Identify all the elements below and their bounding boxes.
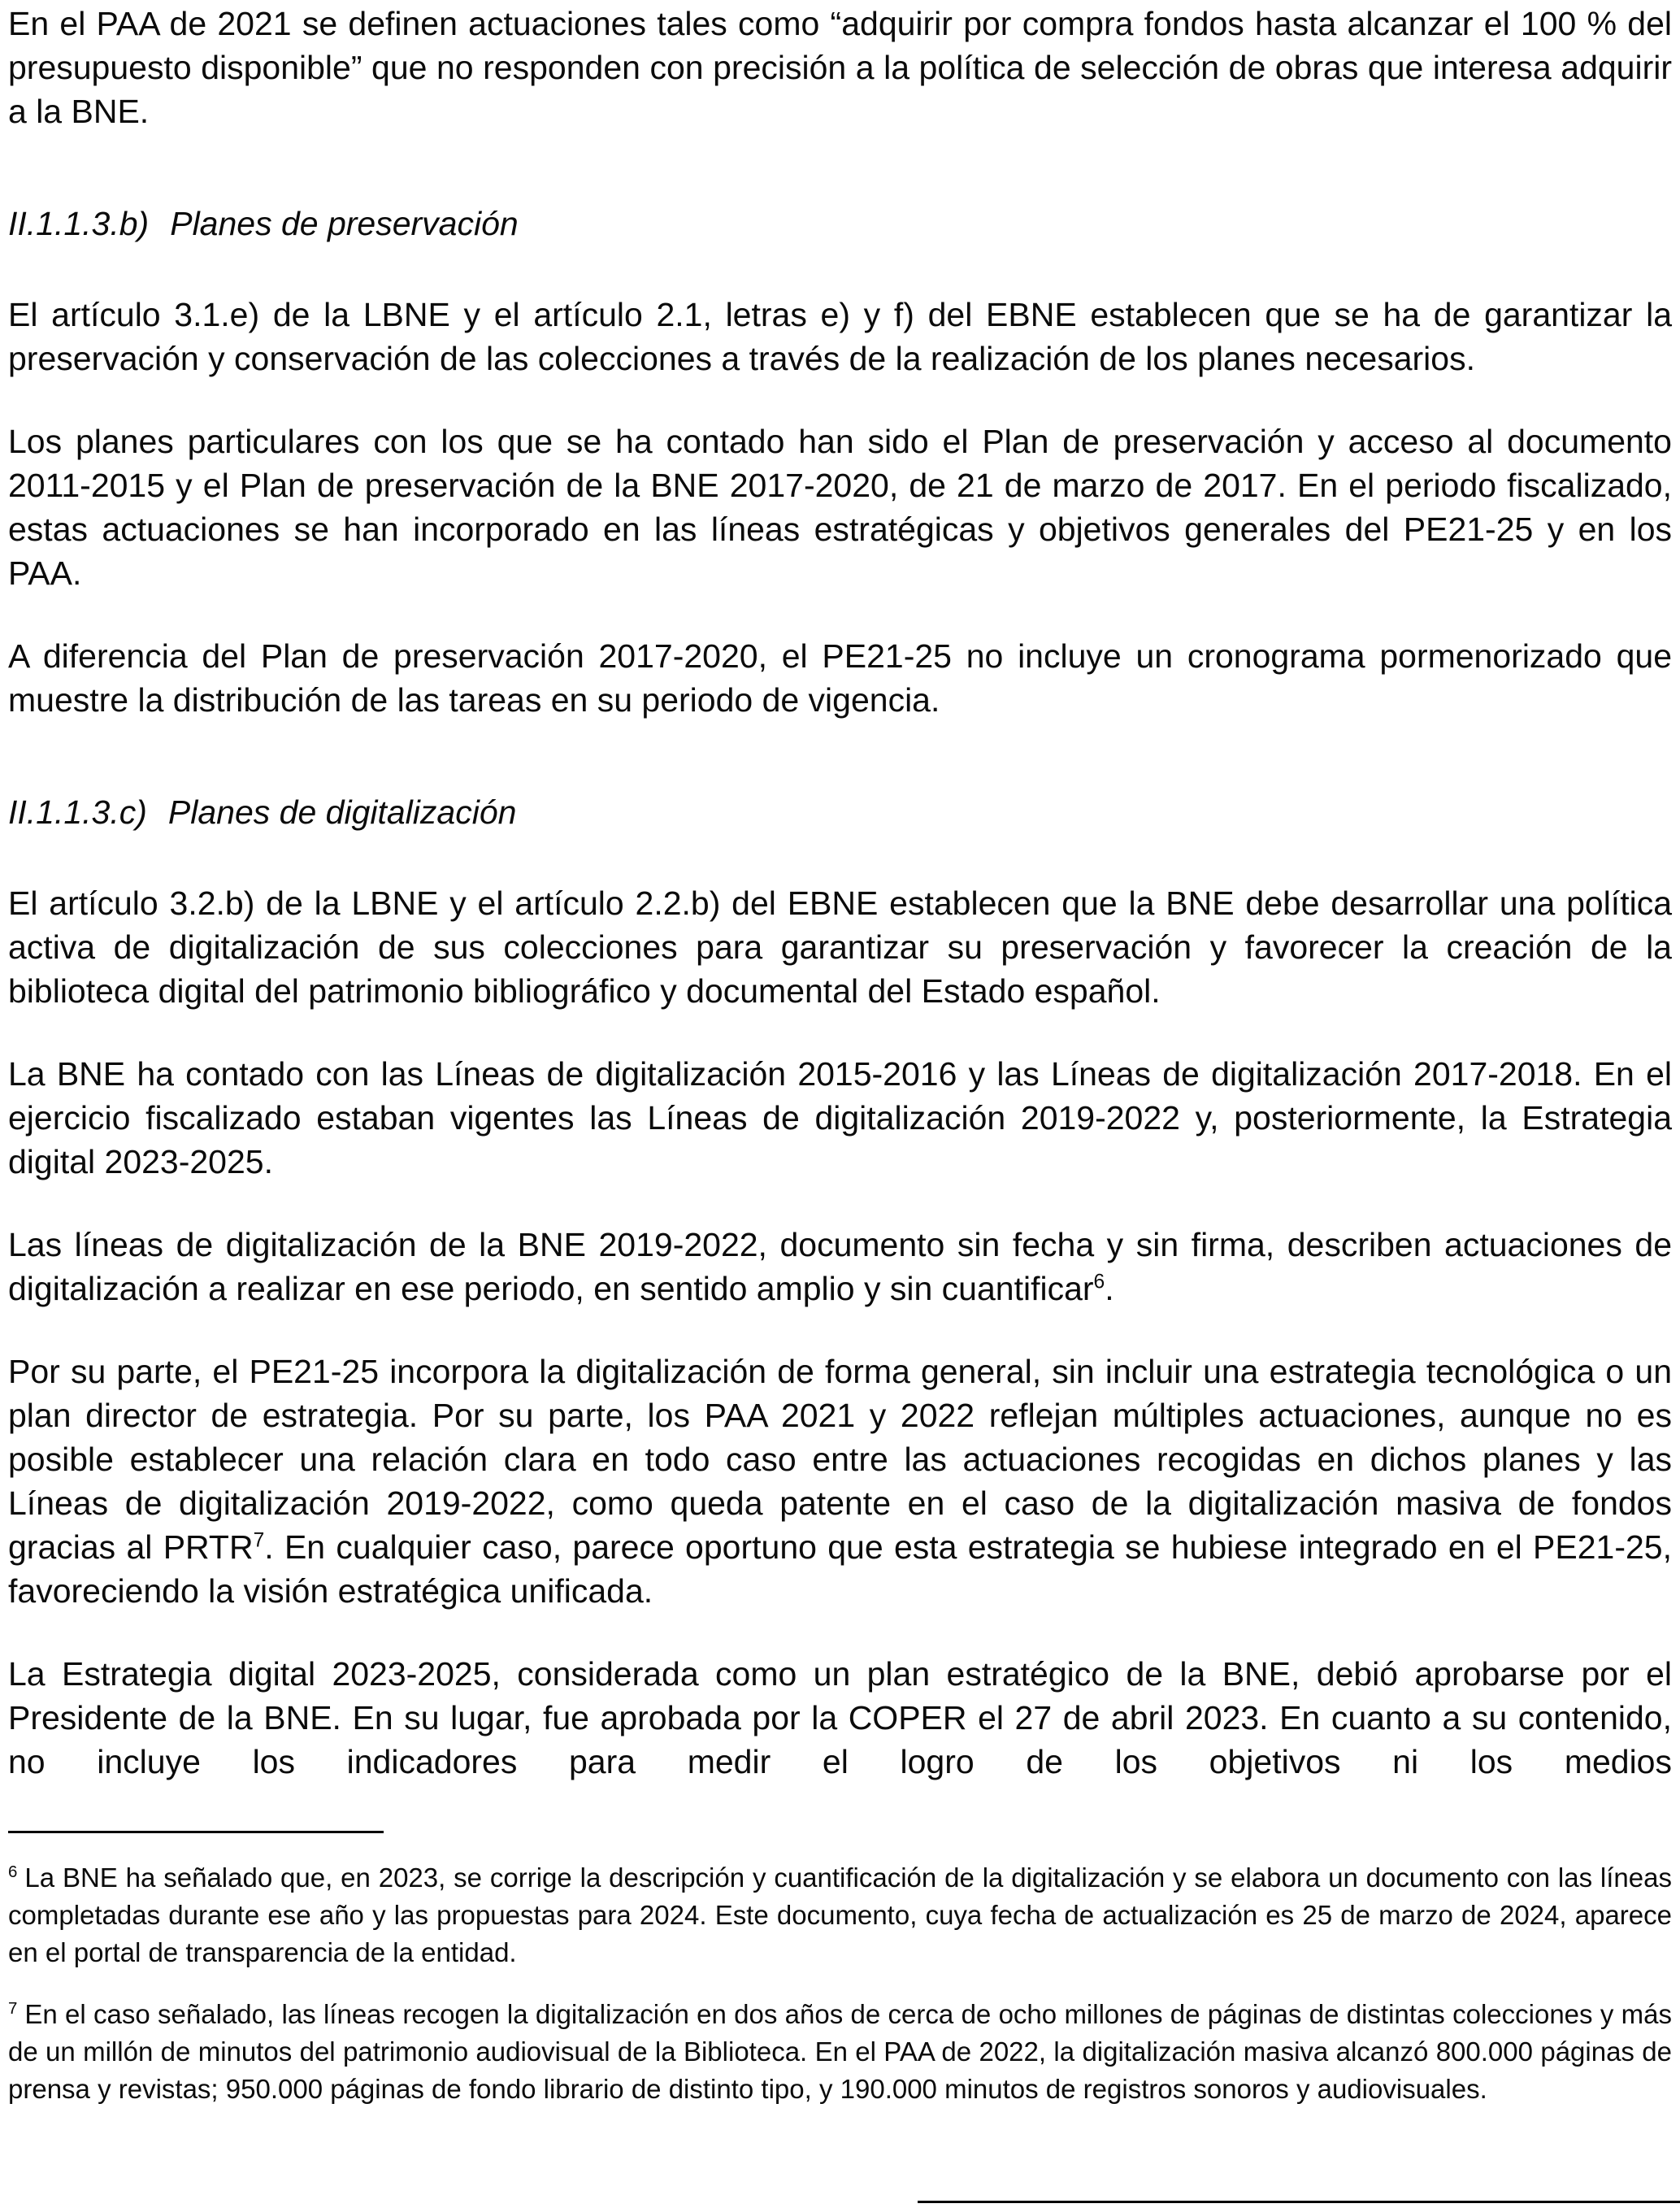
- footnote-marker-6: 6: [8, 1862, 18, 1881]
- paragraph-text: Las líneas de digitalización de la BNE 2019-2022, documento sin fecha y sin firma, describen actuaciones de digitalización a realizar en ese periodo, en sentido amplio y sin cuantificar: [8, 1226, 1672, 1307]
- paragraph-text: . En cualquier caso, parece oportuno que esta estrategia se hubiese integrado en el PE21-25, favoreciendo la visión estratégica unificada.: [8, 1528, 1672, 1610]
- footnote-text-7: En el caso señalado, las líneas recogen la digitalización en dos años de cerca de ocho millones de páginas de distintas colecciones y más de un millón de minutos del patrimonio audiovisual de la Biblioteca. En el PAA de 2022, la digitalización masiva alcanzó 800.000 páginas de prensa y revistas; 950.000 páginas de fondo librario de distinto tipo, y 190.000 minutos de registros sonoros y audiovisuales.: [8, 1999, 1672, 2104]
- paragraph-articulo-lbne-digitalizacion: El artículo 3.2.b) de la LBNE y el artículo 2.2.b) del EBNE establecen que la BNE debe desarrollar una política activa de digitalización de sus colecciones para garantizar su preservación y favorecer la creación de la biblioteca digital del patrimonio bibliográfico y documental del Estado español.: [8, 885, 1672, 1010]
- paragraph-lineas-digitalizacion: La BNE ha contado con las Líneas de digitalización 2015-2016 y las Líneas de digitalización 2017-2018. En el ejercicio fiscalizado estaban vigentes las Líneas de digitalización 2019-2022 y, posteriormente, la Estrategia digital 2023-2025.: [8, 1055, 1672, 1180]
- footnote-6: [8, 1859, 1672, 1971]
- paragraph-planes-particulares: Los planes particulares con los que se ha contado han sido el Plan de preservación y acceso al documento 2011-2015 y el Plan de preservación de la BNE 2017-2020, de 21 de marzo de 2017. En el periodo fiscalizado, estas actuaciones se han incorporado en las líneas estratégicas y objetivos generales del PE21-25 y en los PAA.: [8, 423, 1672, 592]
- footnote-marker-7: 7: [8, 1999, 18, 2018]
- footnote-text-6: La BNE ha señalado que, en 2023, se corrige la descripción y cuantificación de la digitalización y se elabora un documento con las líneas completadas durante ese año y las propuestas para 2024. Este documento, cuya fecha de actualización es 25 de marzo de 2024, aparece en el portal de transparencia de la entidad.: [8, 1862, 1672, 1967]
- footnote-ref-6: 6: [1093, 1271, 1105, 1293]
- footnotes-section: [8, 1831, 1672, 2108]
- section-title: Planes de digitalización: [167, 793, 517, 831]
- paragraph-lineas-2019-2022: [8, 1223, 1672, 1310]
- document-body: [8, 2, 1672, 1784]
- section-number: II.1.1.3.c): [8, 793, 147, 831]
- page-bottom-rule: [918, 2201, 1680, 2203]
- paragraph-text: Por su parte, el PE21-25 incorpora la digitalización de forma general, sin incluir una estrategia tecnológica o un plan director de estrategia. Por su parte, los PAA 2021 y 2022 reflejan múltiples actuaciones, aunque no es posible establecer una relación clara en todo caso entre las actuaciones recogidas en dichos planes y las Líneas de digitalización 2019-2022, como queda patente en el caso de la digitalización masiva de fondos gracias al PRTR: [8, 1353, 1672, 1566]
- section-title: Planes de preservación: [170, 205, 519, 242]
- paragraph-articulo-lbne-preservacion: El artículo 3.1.e) de la LBNE y el artículo 2.1, letras e) y f) del EBNE establecen que se ha de garantizar la preservación y conservación de las colecciones a través de la realización de los planes necesarios.: [8, 296, 1672, 377]
- section-number: II.1.1.3.b): [8, 205, 150, 242]
- paragraph-estrategia-digital-2023-2025: La Estrategia digital 2023-2025, considerada como un plan estratégico de la BNE, debió aprobarse por el Presidente de la BNE. En su lugar, fue aprobada por la COPER el 27 de abril 2023. En cuanto a su contenido, no incluye los indicadores para medir el logro de los objetivos ni los medios: [8, 1655, 1672, 1780]
- section-heading-planes-preservacion: [8, 202, 1672, 246]
- footnote-7: [8, 1996, 1672, 2108]
- paragraph-text: .: [1105, 1270, 1114, 1307]
- section-heading-planes-digitalizacion: [8, 790, 1672, 834]
- footnote-separator: [8, 1831, 384, 1833]
- paragraph-diferencia-plan-preservacion: A diferencia del Plan de preservación 2017-2020, el PE21-25 no incluye un cronograma pormenorizado que muestre la distribución de las tareas en su periodo de vigencia.: [8, 637, 1672, 719]
- paragraph-paa-2021: En el PAA de 2021 se definen actuaciones tales como “adquirir por compra fondos hasta alcanzar el 100 % del presupuesto disponible” que no responden con precisión a la política de selección de obras que interesa adquirir a la BNE.: [8, 5, 1672, 130]
- paragraph-pe21-25-digitalizacion: [8, 1350, 1672, 1613]
- footnote-ref-7: 7: [253, 1529, 265, 1552]
